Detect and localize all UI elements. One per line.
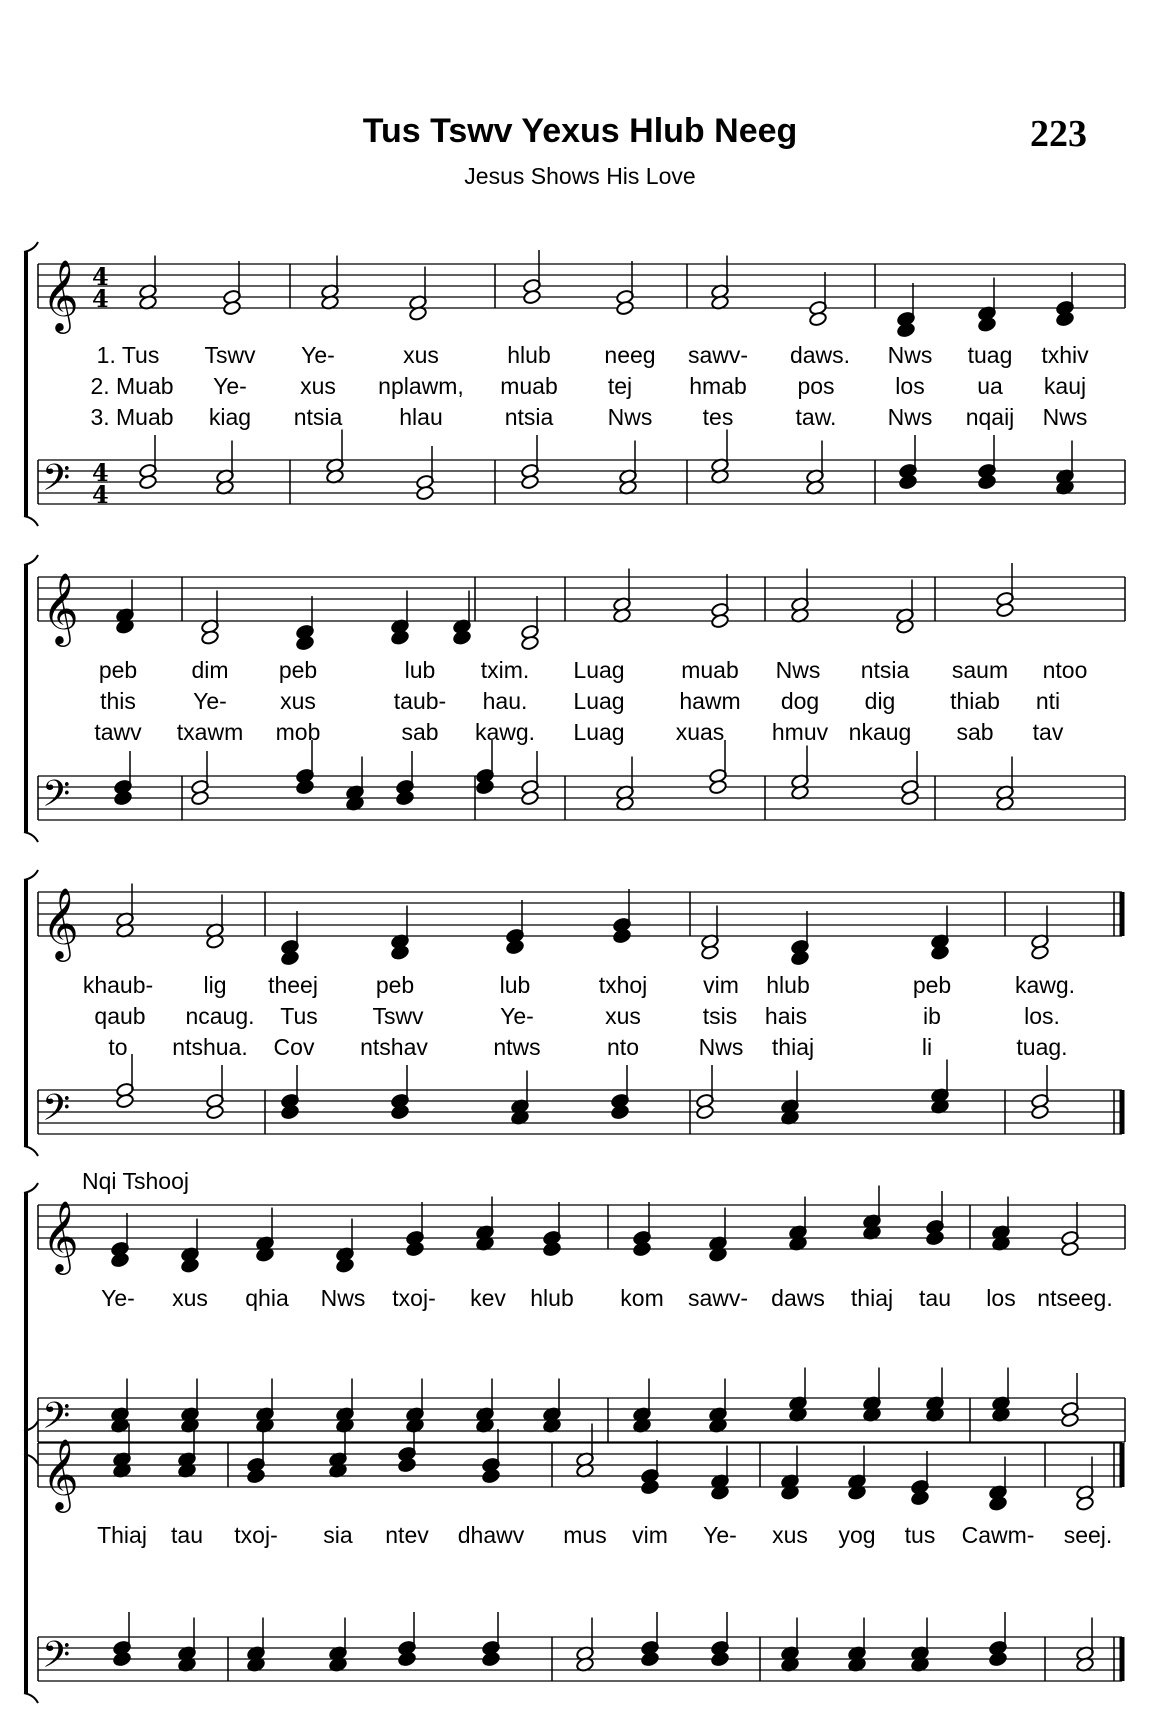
lyric-syllable: tav	[1032, 719, 1064, 745]
lyric-syllable: li	[921, 1034, 933, 1060]
lyric-syllable: hlub	[766, 972, 810, 998]
bracket-hook	[24, 1146, 38, 1156]
lyric-syllable: taw.	[795, 404, 837, 430]
lyric-syllable: khaub-	[82, 972, 154, 998]
bracket-hook	[24, 516, 38, 526]
lyric-syllable: ntev	[385, 1522, 429, 1548]
lyric-syllable: ntws	[493, 1034, 541, 1060]
lyric-syllable: Thiaj	[97, 1522, 147, 1548]
lyric-syllable: Tswv	[204, 342, 256, 368]
lyric-syllable: xus	[605, 1003, 641, 1029]
lyric-syllable: tej	[607, 373, 633, 399]
lyric-syllable: kawg.	[474, 719, 536, 745]
lyric-syllable: 3. Muab	[90, 404, 174, 430]
lyric-line-verse-3	[0, 1034, 1150, 1064]
time-signature-top: 4	[92, 262, 109, 291]
lyric-line-verse-1	[0, 972, 1150, 1002]
lyric-line-verse-2	[0, 688, 1150, 718]
lyric-syllable: txoj-	[234, 1522, 278, 1548]
refrain-label: Nqi Tshooj	[82, 1168, 189, 1194]
lyric-syllable: nti	[1035, 688, 1061, 714]
lyric-syllable: Nws	[887, 404, 933, 430]
lyric-line-refrain	[0, 1522, 1150, 1552]
lyric-syllable: hmab	[689, 373, 747, 399]
lyric-syllable: peb	[278, 657, 318, 683]
lyric-syllable: hau.	[482, 688, 528, 714]
lyric-syllable: mus	[563, 1522, 607, 1548]
lyric-syllable: daws.	[789, 342, 851, 368]
lyric-syllable: qaub	[94, 1003, 146, 1029]
lyric-syllable: ntshav	[360, 1034, 428, 1060]
lyric-syllable: muab	[681, 657, 739, 683]
lyric-syllable: dim	[191, 657, 229, 683]
lyric-syllable: txawm	[176, 719, 244, 745]
lyric-syllable: Luag	[573, 657, 625, 683]
lyric-syllable: kom	[620, 1285, 664, 1311]
lyric-syllable: los	[986, 1285, 1016, 1311]
lyric-syllable: tus	[904, 1522, 936, 1548]
lyric-syllable: peb	[375, 972, 415, 998]
lyric-syllable: thiaj	[771, 1034, 815, 1060]
lyric-syllable: hmuv	[771, 719, 829, 745]
lyric-syllable: lub	[404, 657, 436, 683]
lyric-syllable: Ye-	[193, 688, 227, 714]
bracket-hook	[24, 1183, 38, 1193]
lyric-syllable: sawv-	[687, 1285, 749, 1311]
lyric-syllable: neeg	[604, 342, 656, 368]
lyric-syllable: hawm	[679, 688, 741, 714]
lyric-syllable: tuag	[967, 342, 1013, 368]
lyric-syllable: kawg.	[1014, 972, 1076, 998]
lyric-line-verse-2	[0, 373, 1150, 403]
lyric-syllable: Ye-	[301, 342, 335, 368]
lyric-syllable: kev	[470, 1285, 506, 1311]
lyric-syllable: muab	[500, 373, 558, 399]
lyric-syllable: yog	[838, 1522, 876, 1548]
lyric-syllable: dig	[864, 688, 896, 714]
hymn-number: 223	[1030, 113, 1087, 155]
lyric-syllable: xus	[300, 373, 336, 399]
lyric-syllable: txhoj	[598, 972, 648, 998]
lyric-syllable: Luag	[573, 688, 625, 714]
lyric-syllable: hlau	[399, 404, 443, 430]
treble-clef: 𝄞	[42, 1199, 79, 1272]
bracket-hook	[24, 555, 38, 565]
time-signature-top: 4	[92, 458, 109, 487]
lyric-syllable: ib	[923, 1003, 941, 1029]
lyric-syllable: 1. Tus	[96, 342, 160, 368]
lyric-syllable: kiag	[208, 404, 252, 430]
lyric-syllable: hais	[764, 1003, 808, 1029]
time-signature-bottom: 4	[92, 480, 109, 509]
lyric-syllable: nqaij	[965, 404, 1015, 430]
lyric-syllable: sawv-	[687, 342, 749, 368]
lyric-syllable: tau	[171, 1522, 203, 1548]
lyric-syllable: Tswv	[372, 1003, 424, 1029]
lyric-syllable: dog	[780, 688, 820, 714]
lyric-syllable: ntsia	[293, 404, 343, 430]
lyric-syllable: Ye-	[101, 1285, 135, 1311]
lyric-syllable: sab	[401, 719, 439, 745]
lyric-line-verse-3	[0, 404, 1150, 434]
bass-clef: 𝄢	[42, 457, 71, 508]
lyric-syllable: xuas	[675, 719, 725, 745]
lyric-syllable: 2. Muab	[90, 373, 174, 399]
lyric-syllable: nkaug	[848, 719, 912, 745]
lyric-syllable: Cov	[273, 1034, 315, 1060]
lyric-syllable: thiaj	[850, 1285, 894, 1311]
lyric-syllable: Cawm-	[961, 1522, 1035, 1548]
lyric-syllable: theej	[268, 972, 318, 998]
lyric-syllable: thiab	[950, 688, 1000, 714]
lyric-syllable: sia	[323, 1522, 353, 1548]
treble-clef: 𝄞	[42, 258, 79, 331]
lyric-syllable: tuag.	[1016, 1034, 1068, 1060]
lyric-syllable: sab	[956, 719, 994, 745]
lyric-syllable: qhia	[245, 1285, 289, 1311]
lyric-syllable: vim	[703, 972, 739, 998]
lyric-syllable: ntshua.	[172, 1034, 248, 1060]
lyric-syllable: Ye-	[500, 1003, 534, 1029]
lyric-syllable: ntsia	[860, 657, 910, 683]
lyric-syllable: Nws	[1042, 404, 1088, 430]
lyric-syllable: Nws	[775, 657, 821, 683]
lyric-syllable: nplawm,	[378, 373, 464, 399]
bass-clef: 𝄢	[42, 1395, 71, 1446]
lyric-syllable: nto	[607, 1034, 639, 1060]
lyric-line-refrain	[0, 1285, 1150, 1315]
bracket-hook	[24, 870, 38, 880]
bracket-hook	[24, 832, 38, 842]
lyric-syllable: Tus	[280, 1003, 318, 1029]
bracket-hook	[24, 1693, 38, 1703]
lyric-syllable: mob	[275, 719, 321, 745]
lyric-syllable: kauj	[1043, 373, 1087, 399]
lyric-syllable: hlub	[530, 1285, 574, 1311]
lyric-syllable: saum	[951, 657, 1009, 683]
lyric-syllable: taub-	[393, 688, 447, 714]
lyric-syllable: Nws	[887, 342, 933, 368]
lyric-syllable: xus	[403, 342, 439, 368]
bass-clef: 𝄢	[42, 773, 71, 824]
lyric-syllable: hlub	[507, 342, 551, 368]
treble-clef: 𝄞	[42, 571, 79, 644]
lyric-syllable: txim.	[480, 657, 530, 683]
lyric-syllable: pos	[797, 373, 835, 399]
lyric-syllable: ntsia	[504, 404, 554, 430]
lyric-syllable: txoj-	[392, 1285, 436, 1311]
lyric-syllable: xus	[280, 688, 316, 714]
lyric-syllable: peb	[912, 972, 952, 998]
lyric-syllable: txhiv	[1041, 342, 1089, 368]
time-signature-bottom: 4	[92, 284, 109, 313]
hymn-subtitle: Jesus Shows His Love	[464, 163, 696, 189]
lyric-line-verse-2	[0, 1003, 1150, 1033]
lyric-syllable: tau	[919, 1285, 951, 1311]
lyric-line-verse-1	[0, 657, 1150, 687]
lyric-syllable: Nws	[607, 404, 653, 430]
lyric-syllable: lig	[203, 972, 227, 998]
treble-clef: 𝄞	[42, 1437, 79, 1510]
lyric-line-verse-1	[0, 342, 1150, 372]
lyric-syllable: this	[100, 688, 136, 714]
lyric-syllable: to	[108, 1034, 128, 1060]
lyric-syllable: ntoo	[1042, 657, 1088, 683]
lyric-syllable: Nws	[320, 1285, 366, 1311]
lyric-syllable: tsis	[702, 1003, 738, 1029]
lyric-syllable: xus	[772, 1522, 808, 1548]
lyric-syllable: Ye-	[213, 373, 247, 399]
lyric-syllable: dhawv	[457, 1522, 525, 1548]
lyric-line-verse-3	[0, 719, 1150, 749]
lyric-syllable: los.	[1024, 1003, 1060, 1029]
bass-clef: 𝄢	[42, 1634, 71, 1685]
lyric-syllable: ncaug.	[185, 1003, 255, 1029]
treble-clef: 𝄞	[42, 886, 79, 959]
lyric-syllable: xus	[172, 1285, 208, 1311]
bass-clef: 𝄢	[42, 1087, 71, 1138]
lyric-syllable: ntseeg.	[1037, 1285, 1113, 1311]
lyric-syllable: peb	[98, 657, 138, 683]
lyric-syllable: Luag	[573, 719, 625, 745]
lyric-syllable: Ye-	[703, 1522, 737, 1548]
lyric-syllable: los	[895, 373, 925, 399]
hymn-title: Tus Tswv Yexus Hlub Neeg	[362, 112, 798, 150]
lyric-syllable: Nws	[698, 1034, 744, 1060]
lyric-syllable: tes	[702, 404, 734, 430]
lyric-syllable: daws	[771, 1285, 825, 1311]
bracket-hook	[24, 242, 38, 252]
lyric-syllable: vim	[632, 1522, 668, 1548]
lyric-syllable: seej.	[1063, 1522, 1113, 1548]
lyric-syllable: ua	[977, 373, 1003, 399]
lyric-syllable: lub	[499, 972, 531, 998]
lyric-syllable: tawv	[94, 719, 142, 745]
